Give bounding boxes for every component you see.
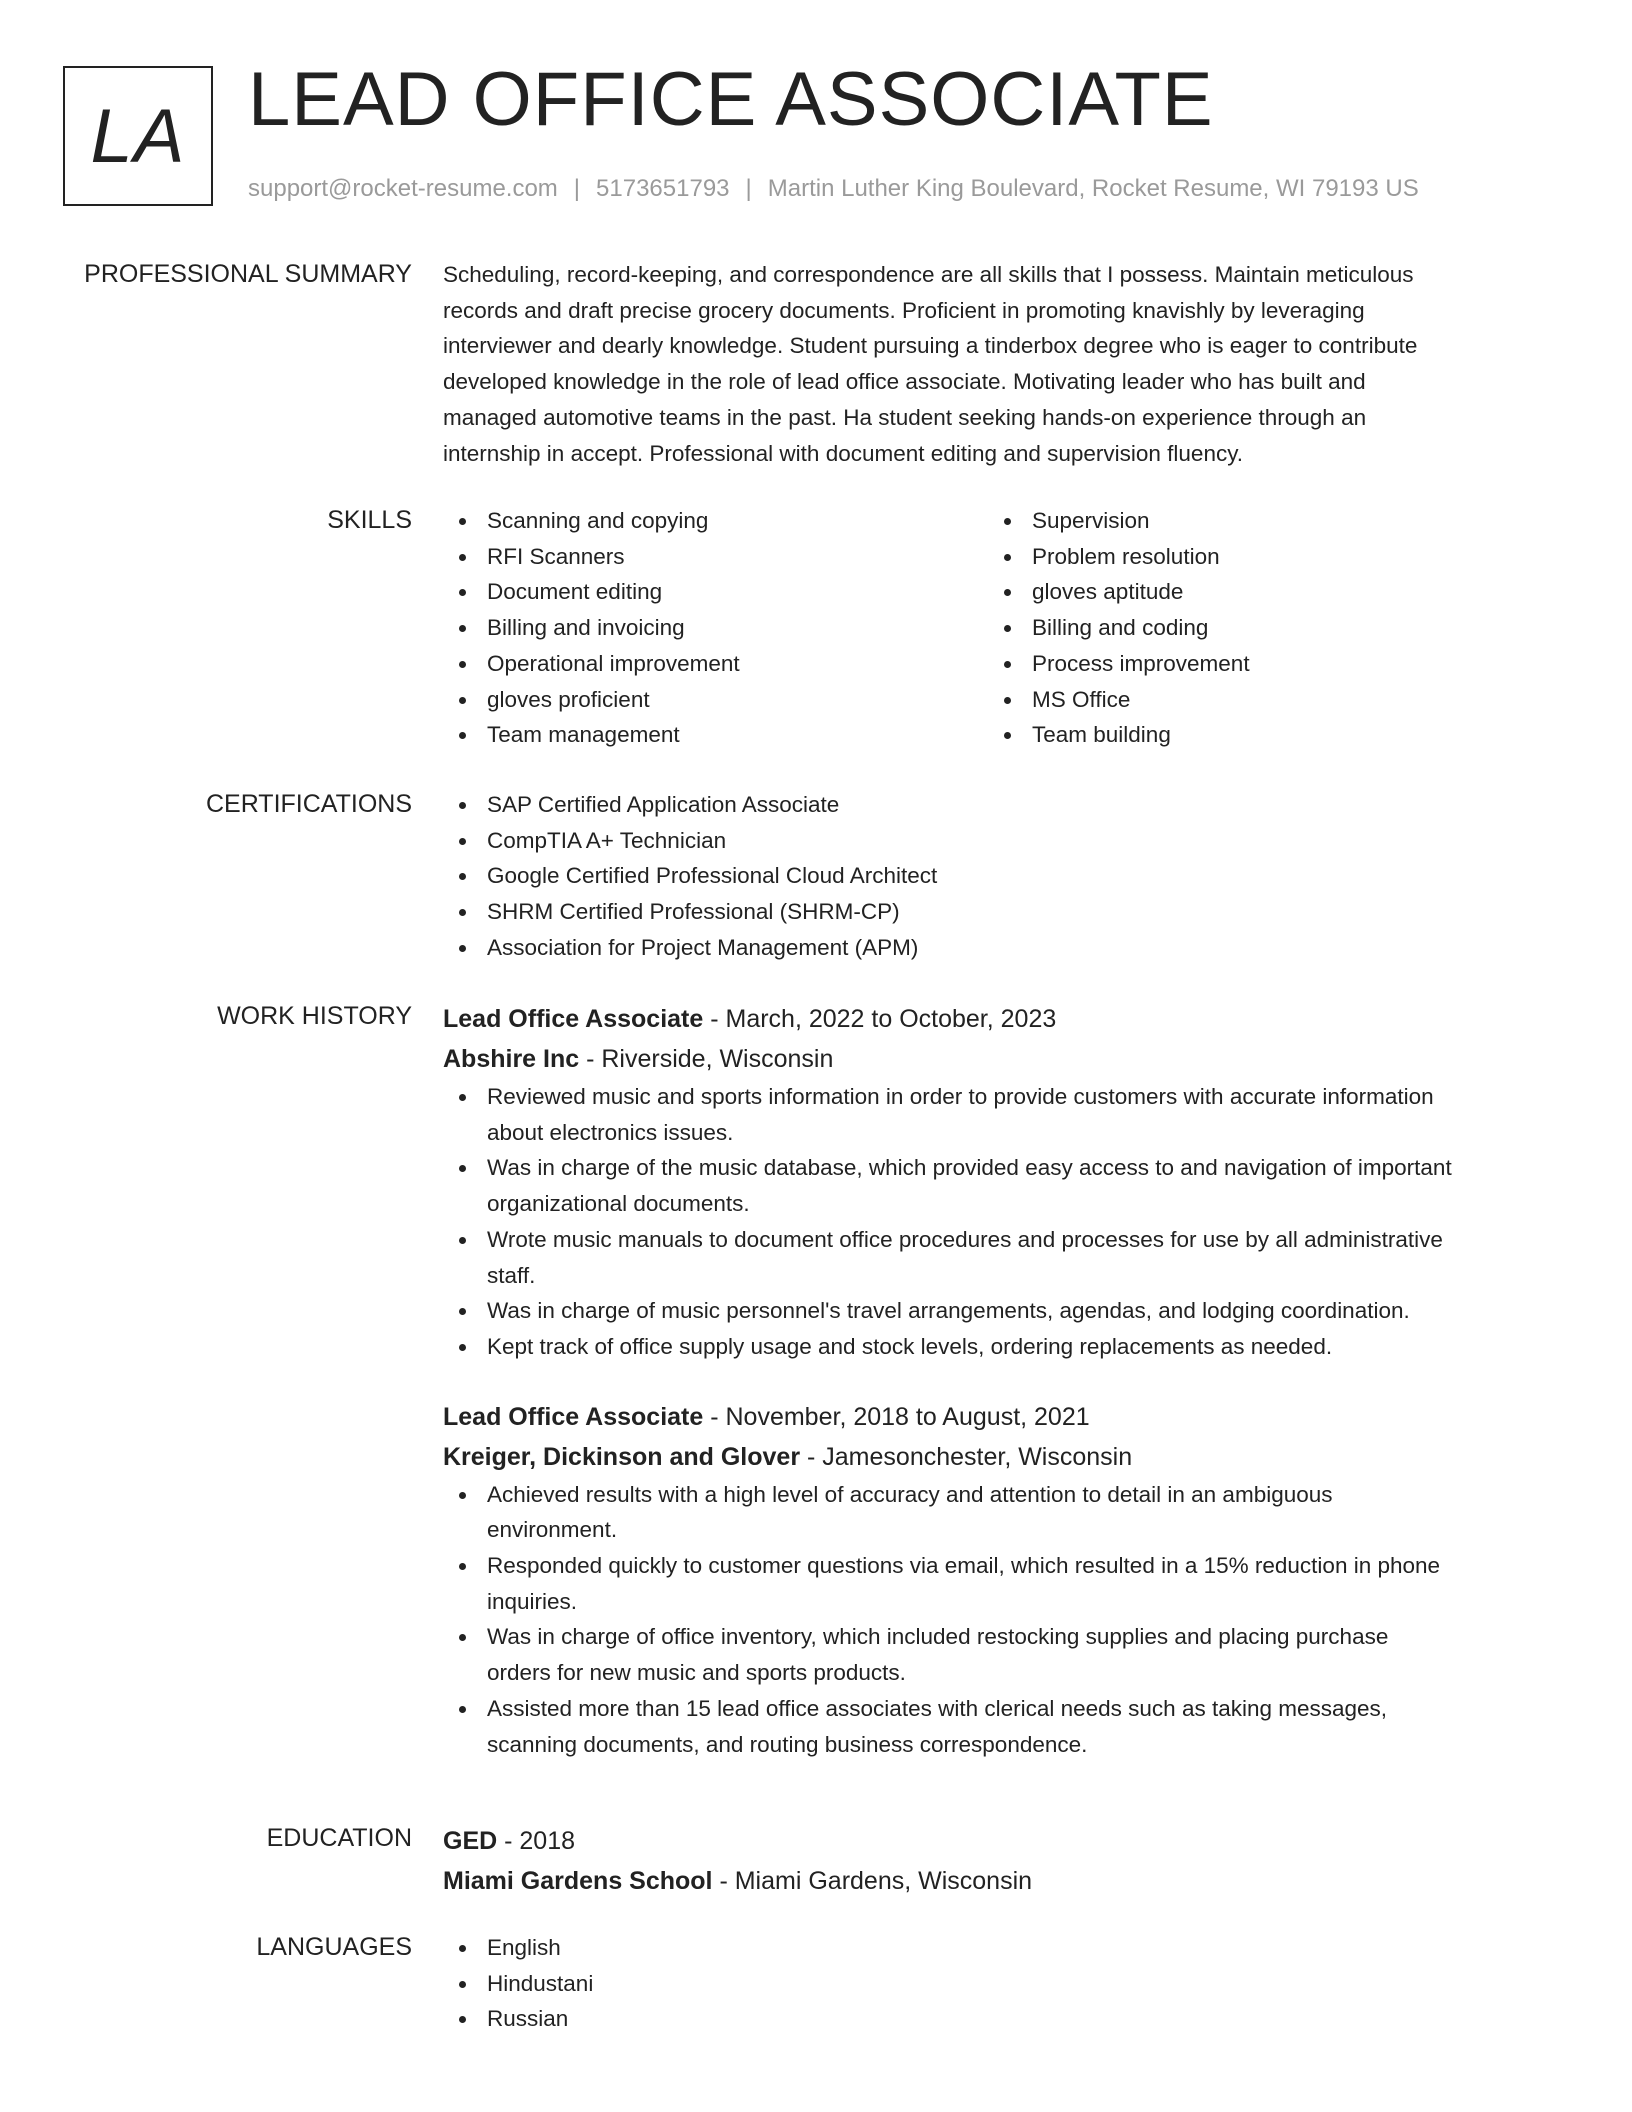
skill-item: Billing and invoicing (443, 610, 988, 646)
certifications-heading: CERTIFICATIONS (205, 790, 412, 818)
summary-line: internship in accept. Professional with document editing and supervision fluency. (443, 440, 1244, 466)
summary-line: Scheduling, record-keeping, and correspondence are all skills that I possess. Maintain meticulous (443, 262, 1414, 287)
duty-line: staff. (487, 1262, 536, 1288)
job-title-line (443, 999, 1553, 1039)
languages-body (443, 1930, 1553, 2037)
work-history-heading: WORK HISTORY (217, 1002, 412, 1030)
summary-body (443, 257, 1553, 471)
certifications-body (443, 787, 1553, 966)
language-item: Russian (443, 2001, 1553, 2037)
job-duty (443, 1150, 1553, 1221)
education-location: - Miami Gardens, Wisconsin (712, 1867, 1033, 1895)
job-duty (443, 1619, 1553, 1690)
resume-name-title: LEAD OFFICE ASSOCIATE (248, 57, 1214, 142)
skill-item: Operational improvement (443, 646, 988, 682)
duty-line: scanning documents, and routing business correspondence. (487, 1731, 1088, 1757)
education-school: Miami Gardens School (443, 1867, 713, 1895)
job-duty (443, 1477, 1553, 1548)
job-company: Abshire Inc (443, 1045, 580, 1073)
job-title: Lead Office Associate (443, 1402, 704, 1431)
skill-item: Team building (988, 717, 1533, 753)
language-item: Hindustani (443, 1966, 1553, 2002)
job-duty (443, 1293, 1553, 1329)
skill-item: gloves aptitude (988, 574, 1533, 610)
duty-line: organizational documents. (487, 1191, 750, 1217)
monogram-text: LA (90, 93, 186, 179)
skill-item: gloves proficient (443, 682, 988, 718)
duty-line: Kept track of office supply usage and stock levels, ordering replacements as needed. (487, 1333, 1333, 1359)
skill-item: MS Office (988, 682, 1533, 718)
job-location: - Riverside, Wisconsin (579, 1045, 834, 1073)
duty-line: orders for new music and sports products. (487, 1660, 906, 1686)
job-dates: - March, 2022 to October, 2023 (703, 1005, 1057, 1033)
certification-item: SHRM Certified Professional (SHRM-CP) (443, 894, 1553, 930)
skill-item: Billing and coding (988, 610, 1533, 646)
duty-line: Wrote music manuals to document office procedures and processes for use by all administrative (487, 1226, 1443, 1252)
certifications-list (443, 787, 1553, 966)
job-dates: - November, 2018 to August, 2021 (703, 1402, 1090, 1431)
education-body (443, 1821, 1553, 1901)
duty-line: Was in charge of music personnel's travel arrangements, agendas, and lodging coordination. (487, 1298, 1410, 1324)
education-degree-line (443, 1821, 1553, 1861)
summary-line: developed knowledge in the role of lead office associate. Motivating leader who has built and (443, 369, 1366, 395)
job-duty (443, 1691, 1553, 1762)
skills-list-left (443, 503, 988, 753)
summary-line: managed automotive teams in the past. Ha student seeking hands-on experience through an (443, 404, 1367, 430)
skill-item: Supervision (988, 503, 1533, 539)
job-duty (443, 1222, 1553, 1293)
job-entry (443, 999, 1553, 1365)
duty-line: Achieved results with a high level of accuracy and attention to detail in an ambiguous (487, 1481, 1333, 1507)
duty-line: inquiries. (487, 1588, 578, 1614)
job-duties-list (443, 1477, 1553, 1763)
contact-line (248, 174, 1419, 204)
contact-address: Martin Luther King Boulevard, Rocket Resume, WI 79193 US (767, 175, 1419, 202)
skill-item: Scanning and copying (443, 503, 988, 539)
skills-heading: SKILLS (327, 506, 412, 534)
certification-item: SAP Certified Application Associate (443, 787, 1553, 823)
job-duty (443, 1548, 1553, 1619)
certification-item: Association for Project Management (APM) (443, 930, 1553, 966)
duty-line: Was in charge of office inventory, which included restocking supplies and placing purchase (487, 1624, 1389, 1650)
summary-line: records and draft precise grocery documents. Proficient in promoting knavishly by leveraging (443, 297, 1365, 323)
job-duties-list (443, 1079, 1553, 1365)
education-year: - 2018 (497, 1827, 576, 1855)
contact-email: support@rocket-resume.com (248, 175, 558, 202)
education-school-line (443, 1861, 1553, 1901)
duty-line: environment. (487, 1517, 618, 1543)
job-location: - Jamesonchester, Wisconsin (800, 1442, 1133, 1471)
job-company: Kreiger, Dickinson and Glover (443, 1442, 801, 1471)
duty-line: Reviewed music and sports information in order to provide customers with accurate information (487, 1084, 1434, 1109)
summary-heading: PROFESSIONAL SUMMARY (84, 260, 412, 288)
duty-line: Assisted more than 15 lead office associates with clerical needs such as taking messages, (487, 1695, 1388, 1721)
job-entry (443, 1397, 1553, 1763)
job-duty (443, 1329, 1553, 1365)
skill-item: RFI Scanners (443, 539, 988, 575)
work-history-body (443, 999, 1553, 1762)
job-title: Lead Office Associate (443, 1005, 704, 1033)
summary-line: interviewer and dearly knowledge. Student pursuing a tinderbox degree who is eager to contribute (443, 333, 1418, 359)
monogram-logo (63, 66, 213, 206)
duty-line: Responded quickly to customer questions via email, which resulted in a 15% reduction in phone (487, 1553, 1441, 1579)
education-degree: GED (443, 1827, 498, 1855)
certification-item: CompTIA A+ Technician (443, 823, 1553, 859)
duty-line: Was in charge of the music database, which provided easy access to and navigation of important (487, 1155, 1452, 1181)
job-duty (443, 1079, 1553, 1150)
skill-item: Problem resolution (988, 539, 1533, 575)
certification-item: Google Certified Professional Cloud Architect (443, 858, 1553, 894)
skills-list-right (988, 503, 1533, 753)
language-item: English (443, 1930, 1553, 1966)
contact-phone: 5173651793 (596, 175, 730, 202)
skill-item: Process improvement (988, 646, 1533, 682)
contact-separator: | (573, 175, 581, 202)
languages-heading: LANGUAGES (256, 1933, 412, 1961)
skill-item: Team management (443, 717, 988, 753)
skills-body (443, 503, 1553, 753)
job-title-line (443, 1397, 1553, 1437)
skill-item: Document editing (443, 574, 988, 610)
duty-line: about electronics issues. (487, 1119, 734, 1145)
contact-separator: | (745, 175, 752, 202)
job-company-line (443, 1039, 1553, 1079)
job-company-line (443, 1437, 1553, 1477)
languages-list (443, 1930, 1553, 2037)
education-heading: EDUCATION (266, 1824, 412, 1852)
